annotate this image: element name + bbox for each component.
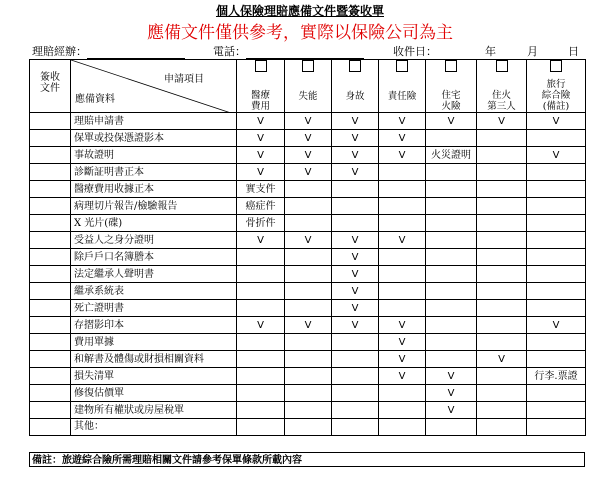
cell: [426, 249, 477, 266]
received-date-field[interactable]: [393, 43, 437, 59]
row-label: 理賠申請書: [71, 113, 237, 130]
cell: [477, 215, 527, 232]
cell: [426, 300, 477, 317]
required-mark: V: [332, 249, 379, 266]
cell: [426, 317, 477, 334]
table-row: [30, 181, 586, 198]
cell: [477, 368, 527, 385]
col-header-death: [332, 60, 379, 113]
cell: [477, 130, 527, 147]
cell: [237, 402, 285, 419]
cell: [379, 266, 426, 283]
sign-column-header: 簽收 文件: [30, 60, 71, 113]
cell: [237, 266, 285, 283]
cell: [237, 368, 285, 385]
table-row: [30, 351, 586, 368]
cell: [379, 300, 426, 317]
medical-checkbox[interactable]: [255, 60, 267, 72]
sign-cell[interactable]: [30, 419, 71, 436]
cell: [527, 266, 586, 283]
required-mark: V: [477, 351, 527, 368]
cell: [527, 385, 586, 402]
row-label: 和解書及體傷或財損相關資料: [71, 351, 237, 368]
required-mark: V: [379, 232, 426, 249]
required-mark: V: [426, 385, 477, 402]
cell: [285, 266, 332, 283]
cell: [285, 181, 332, 198]
handler-line[interactable]: [87, 47, 185, 59]
required-mark: V: [332, 317, 379, 334]
required-mark: V: [379, 317, 426, 334]
required-mark: V: [332, 283, 379, 300]
required-mark: V: [426, 113, 477, 130]
cell: [477, 249, 527, 266]
required-mark: V: [379, 334, 426, 351]
sign-cell[interactable]: [30, 113, 71, 130]
cell: [285, 249, 332, 266]
col-header-liability: [379, 60, 426, 113]
required-mark: V: [426, 402, 477, 419]
other-row: [30, 419, 586, 436]
required-mark: V: [332, 147, 379, 164]
cell: [426, 351, 477, 368]
sign-cell[interactable]: [30, 300, 71, 317]
cell: [527, 402, 586, 419]
cell: [477, 164, 527, 181]
received-label: 收件日：: [393, 45, 437, 58]
row-label: 費用單據: [71, 334, 237, 351]
table-row: [30, 164, 586, 181]
col-header-home-fire: [426, 60, 477, 113]
cell: [426, 130, 477, 147]
cell: [285, 215, 332, 232]
required-mark: V: [332, 300, 379, 317]
row-label: 醫療費用收據正本: [71, 181, 237, 198]
cell: 骨折件: [237, 215, 285, 232]
sign-cell[interactable]: [30, 147, 71, 164]
col-label-travel: 旅行 綜合險 (備註): [541, 79, 571, 112]
cell: [332, 334, 379, 351]
required-mark: V: [527, 113, 586, 130]
required-mark: V: [237, 164, 285, 181]
cell: [332, 385, 379, 402]
other-label: 其他：: [71, 419, 237, 436]
cell: [527, 300, 586, 317]
table-row: [30, 249, 586, 266]
row-label: 繼承系統表: [71, 283, 237, 300]
docs-label: 應備資料: [75, 94, 115, 105]
cell: [527, 232, 586, 249]
col-label-fire-third-party: 住火 第三人: [487, 90, 516, 112]
row-label: 病理切片報告/檢驗報告: [71, 198, 237, 215]
required-mark: V: [332, 130, 379, 147]
cell: [237, 300, 285, 317]
sign-cell[interactable]: [30, 368, 71, 385]
col-header-fire-third-party: [477, 60, 527, 113]
sign-cell[interactable]: [30, 198, 71, 215]
cell: [477, 300, 527, 317]
cell: [477, 198, 527, 215]
handler-label: 理賠經辦：: [32, 45, 87, 58]
table-row: [30, 334, 586, 351]
required-mark: V: [237, 232, 285, 249]
cell: [285, 334, 332, 351]
cell: 火災證明: [426, 147, 477, 164]
table-row: [30, 317, 586, 334]
disability-checkbox[interactable]: [302, 60, 314, 72]
cell: [379, 215, 426, 232]
cell: [237, 419, 285, 436]
cell: [426, 181, 477, 198]
cell: [285, 283, 332, 300]
cell: 癌症件: [237, 198, 285, 215]
cell: [332, 368, 379, 385]
col-label-disability: 失能: [298, 91, 318, 102]
footer-note: 備註：旅遊綜合險所需理賠相關文件請參考保單條款所載內容: [29, 452, 585, 467]
cell: [237, 334, 285, 351]
cell: [426, 419, 477, 436]
cell: [477, 147, 527, 164]
header-row: [30, 60, 586, 113]
cell: [285, 419, 332, 436]
required-mark: V: [237, 113, 285, 130]
cell: [379, 198, 426, 215]
sign-cell[interactable]: [30, 283, 71, 300]
table-row: [30, 232, 586, 249]
cell: [477, 232, 527, 249]
fire-third-party-checkbox[interactable]: [496, 60, 508, 72]
cell: [527, 130, 586, 147]
required-mark: V: [237, 317, 285, 334]
cell: [527, 283, 586, 300]
cell: 行李.票證: [527, 368, 586, 385]
death-checkbox[interactable]: [349, 60, 361, 72]
cell: [477, 283, 527, 300]
cell: [332, 419, 379, 436]
documents-table: [29, 59, 586, 436]
sign-cell[interactable]: [30, 402, 71, 419]
table-row: [30, 215, 586, 232]
apply-item-header: [71, 60, 237, 113]
row-label: 保單或投保憑證影本: [71, 130, 237, 147]
cell: [477, 334, 527, 351]
sign-cell[interactable]: [30, 232, 71, 249]
cell: [285, 351, 332, 368]
required-mark: V: [285, 147, 332, 164]
cell: [379, 385, 426, 402]
month-label: 月: [527, 45, 538, 58]
row-label: 除戶戶口名簿謄本: [71, 249, 237, 266]
cell: [527, 249, 586, 266]
table-row: [30, 113, 586, 130]
cell: [527, 351, 586, 368]
cell: [477, 402, 527, 419]
cell: [426, 334, 477, 351]
cell: [527, 181, 586, 198]
cell: [237, 385, 285, 402]
sign-cell[interactable]: [30, 334, 71, 351]
required-mark: V: [237, 130, 285, 147]
cell: [426, 215, 477, 232]
required-mark: V: [379, 351, 426, 368]
cell: [237, 283, 285, 300]
required-mark: V: [285, 130, 332, 147]
cell: [477, 385, 527, 402]
phone-label: 電話：: [213, 45, 246, 58]
cell: [332, 215, 379, 232]
table-row: [30, 198, 586, 215]
liability-checkbox[interactable]: [396, 60, 408, 72]
cell: [379, 283, 426, 300]
row-label: 法定繼承人聲明書: [71, 266, 237, 283]
sign-cell[interactable]: [30, 351, 71, 368]
apply-item-label: 申請項目: [164, 74, 204, 85]
cell: [527, 215, 586, 232]
cell: [237, 249, 285, 266]
required-mark: V: [527, 317, 586, 334]
cell: [285, 300, 332, 317]
phone-field[interactable]: [213, 43, 364, 59]
cell: [379, 164, 426, 181]
cell: [332, 181, 379, 198]
table-row: [30, 402, 586, 419]
cell: [285, 385, 332, 402]
table-row: [30, 300, 586, 317]
table-row: [30, 385, 586, 402]
cell: [379, 402, 426, 419]
sign-cell[interactable]: [30, 266, 71, 283]
required-mark: V: [285, 317, 332, 334]
year-label: 年: [485, 45, 496, 58]
table-row: [30, 266, 586, 283]
cell: [379, 249, 426, 266]
table-row: [30, 147, 586, 164]
required-mark: V: [332, 266, 379, 283]
cell: [477, 266, 527, 283]
cell: [332, 351, 379, 368]
required-mark: V: [426, 368, 477, 385]
required-mark: V: [285, 113, 332, 130]
phone-line[interactable]: [246, 47, 364, 59]
sign-cell[interactable]: [30, 181, 71, 198]
col-label-medical: 醫療 費用: [250, 90, 270, 112]
row-label: X 光片(碟): [71, 215, 237, 232]
sign-cell[interactable]: [30, 164, 71, 181]
required-mark: V: [332, 164, 379, 181]
row-label: 事故證明: [71, 147, 237, 164]
required-mark: V: [379, 147, 426, 164]
cell: [285, 198, 332, 215]
cell: [527, 198, 586, 215]
required-mark: V: [477, 113, 527, 130]
col-label-home-fire: 住宅 火險: [441, 90, 461, 112]
cell: [477, 419, 527, 436]
required-mark: V: [379, 368, 426, 385]
cell: [379, 419, 426, 436]
sign-cell[interactable]: [30, 130, 71, 147]
cell: [426, 283, 477, 300]
row-label: 診斷証明書正本: [71, 164, 237, 181]
cell: [332, 198, 379, 215]
handler-field[interactable]: [32, 43, 185, 59]
required-mark: V: [527, 147, 586, 164]
required-mark: V: [237, 147, 285, 164]
col-label-death: 身故: [345, 91, 365, 102]
sign-cell[interactable]: [30, 385, 71, 402]
cell: [332, 402, 379, 419]
cell: [527, 164, 586, 181]
col-header-medical: [237, 60, 285, 113]
cell: [285, 402, 332, 419]
required-mark: V: [379, 130, 426, 147]
sign-cell[interactable]: [30, 215, 71, 232]
col-label-liability: 責任險: [387, 91, 417, 102]
required-mark: V: [332, 232, 379, 249]
required-mark: V: [285, 232, 332, 249]
table-row: [30, 368, 586, 385]
row-label: 受益人之身分證明: [71, 232, 237, 249]
cell: [379, 181, 426, 198]
cell: [477, 317, 527, 334]
row-label: 建物所有權狀或房屋稅單: [71, 402, 237, 419]
sign-cell[interactable]: [30, 317, 71, 334]
required-mark: V: [332, 113, 379, 130]
form-title: 個人保險理賠應備文件暨簽收單: [215, 4, 384, 18]
cell: [527, 334, 586, 351]
table-row: [30, 283, 586, 300]
col-header-disability: [285, 60, 332, 113]
cell: [237, 351, 285, 368]
sign-cell[interactable]: [30, 249, 71, 266]
required-mark: V: [379, 113, 426, 130]
cell: [477, 181, 527, 198]
table-row: [30, 130, 586, 147]
travel-checkbox[interactable]: [550, 60, 562, 72]
home-fire-checkbox[interactable]: [445, 60, 457, 72]
col-header-travel: [527, 60, 586, 113]
row-label: 損失清單: [71, 368, 237, 385]
cell: [426, 164, 477, 181]
cell: [527, 419, 586, 436]
row-label: 存摺影印本: [71, 317, 237, 334]
cell: [426, 198, 477, 215]
cell: [426, 232, 477, 249]
row-label: 死亡證明書: [71, 300, 237, 317]
required-mark: V: [285, 164, 332, 181]
form-subtitle: 應備文件僅供參考，實際以保險公司為主: [147, 23, 453, 43]
cell: [426, 266, 477, 283]
day-label: 日: [568, 45, 579, 58]
cell: 實支件: [237, 181, 285, 198]
cell: [285, 368, 332, 385]
row-label: 修復估價單: [71, 385, 237, 402]
